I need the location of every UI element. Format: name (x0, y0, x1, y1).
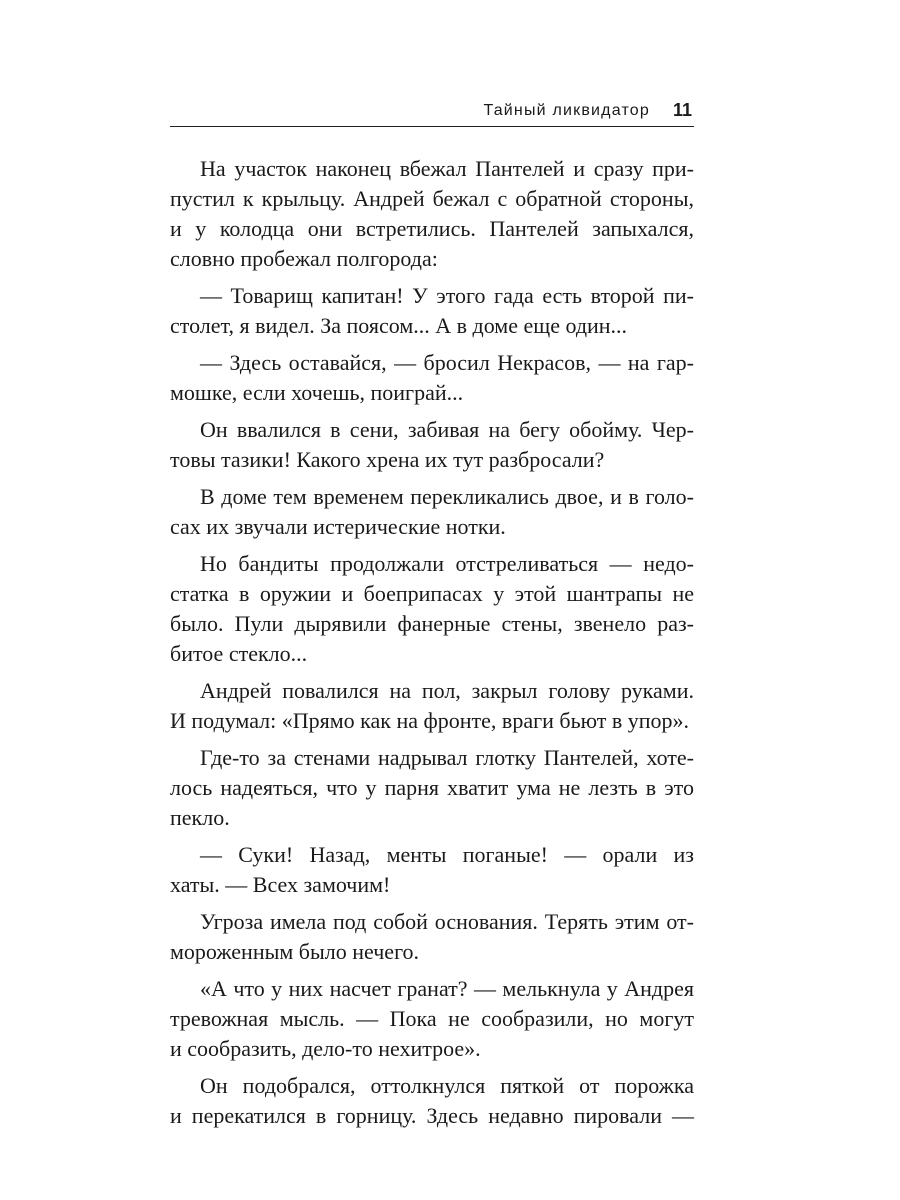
paragraph (170, 840, 694, 900)
text-line: мошке, если хочешь, поиграй... (170, 380, 464, 405)
paragraph (170, 415, 694, 475)
text-line: Андрей повалился на пол, закрыл голову руками. (200, 678, 694, 703)
paragraph (170, 907, 694, 967)
paragraph (170, 1071, 694, 1131)
text-line: и у колодца они встретились. Пантелей запыхался, (170, 216, 694, 241)
paragraph (170, 974, 694, 1064)
text-line: битое стекло... (170, 641, 308, 666)
text-line: — Суки! Назад, менты поганые! — орали из (200, 842, 694, 867)
text-line: Он подобрался, оттолкнулся пяткой от порожка (200, 1073, 694, 1098)
text-line: товы тазики! Какого хрена их тут разбросали? (170, 447, 605, 472)
text-line: — Товарищ капитан! У этого гада есть второй пи- (200, 283, 694, 308)
page-number: 11 (672, 100, 692, 120)
text-line: Угроза имела под собой основания. Терять этим от- (200, 909, 694, 934)
text-line: Где-то за стенами надрывал глотку Пантелей, хоте- (200, 745, 694, 770)
text-line: тревожная мысль. — Пока не сообразили, но могут (170, 1006, 694, 1031)
text-line: пустил к крыльцу. Андрей бежал с обратной стороны, (170, 186, 694, 211)
text-line: пекло. (170, 805, 230, 830)
text-line: сах их звучали истерические нотки. (170, 514, 506, 539)
text-line: В доме тем временем перекликались двое, и в голо- (200, 484, 694, 509)
text-line: и перекатился в горницу. Здесь недавно пировали — (170, 1103, 694, 1128)
text-line: На участок наконец вбежал Пантелей и сразу при- (200, 156, 694, 181)
paragraph (170, 743, 694, 833)
paragraph (170, 482, 694, 542)
paragraph (170, 676, 694, 736)
paragraph (170, 348, 694, 408)
text-line: — Здесь оставайся, — бросил Некрасов, — на гар- (200, 350, 694, 375)
text-line: и сообразить, дело-то нехитрое». (170, 1036, 481, 1061)
text-line: Но бандиты продолжали отстреливаться — недо- (200, 551, 694, 576)
running-header (170, 100, 694, 127)
text-line: И подумал: «Прямо как на фронте, враги бьют в упор». (170, 708, 690, 733)
text-line: Он ввалился в сени, забивая на бегу обойму. Чер- (200, 417, 694, 442)
paragraph (170, 154, 694, 274)
body-text (170, 154, 694, 1138)
text-line: столет, я видел. За поясом... А в доме еще один... (170, 313, 628, 338)
text-line: лось надеяться, что у парня хватит ума не лезть в это (170, 775, 694, 800)
text-line: «А что у них насчет гранат? — мелькнула у Андрея (200, 976, 694, 1001)
paragraph (170, 549, 694, 669)
text-line: было. Пули дырявили фанерные стены, звенело раз- (170, 611, 694, 636)
text-line: словно пробежал полгорода: (170, 246, 438, 271)
text-line: мороженным было нечего. (170, 939, 420, 964)
book-title: Тайный ликвидатор (483, 102, 650, 119)
text-line: статка в оружии и боеприпасах у этой шантрапы не (170, 581, 694, 606)
paragraph (170, 281, 694, 341)
text-line: хаты. — Всех замочим! (170, 872, 391, 897)
